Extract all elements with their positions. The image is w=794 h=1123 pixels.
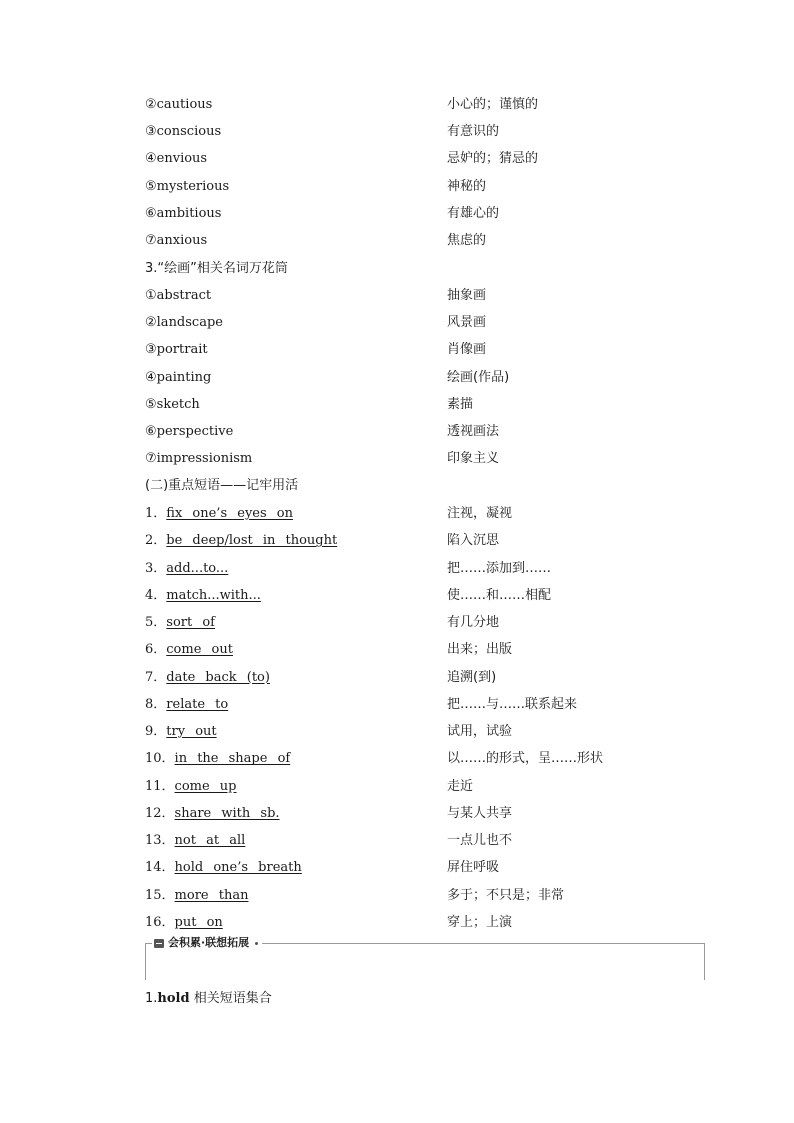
phrase-english [145,667,270,689]
painting-noun-row [145,339,705,361]
phrase-chinese: 屏住呼吸 [447,860,500,876]
phrase-chinese: 陷入沉思 [447,533,500,549]
adjective-row [145,121,705,143]
painting-noun-row [145,312,705,334]
painting-heading: 3.“绘画”相关名词万花筒 [145,261,288,276]
phrase-number: 2． [145,533,167,549]
phrase-row [145,558,705,580]
phrase-chinese: 与某人共享 [447,805,513,821]
phrase-english-text: relate to [166,696,229,712]
painting-noun-english: ④painting [145,369,212,385]
phrase-english [145,639,233,661]
phrase-chinese: 试用，试验 [447,724,513,739]
minus-square-icon [154,939,164,948]
adjective-row [145,203,705,225]
phrase-chinese: 多于；不只是；非常 [447,887,565,903]
phrase-english [145,558,228,580]
hold-heading-number: 1. [145,991,158,1006]
phrase-chinese: 追溯(到) [447,669,497,685]
adjective-chinese: 焦虑的 [447,233,487,248]
phrase-english-text: come up [174,778,237,794]
painting-noun-chinese: 绘画(作品) [447,369,510,385]
phrase-chinese: 有几分地 [447,615,500,630]
adjective-english: ⑤mysterious [145,178,230,194]
phrase-number: 8． [145,696,167,712]
phrase-row [145,639,705,661]
adjective-chinese: 忌妒的；猜忌的 [447,151,539,167]
phrase-number: 7． [145,669,167,685]
phrase-number: 10． [145,751,175,767]
phrase-row [145,585,705,607]
phrase-english [145,857,302,879]
phrase-number: 16． [145,914,175,930]
painting-noun-english: ①abstract [145,288,212,303]
phrase-english-text: try out [166,724,217,739]
phrase-number: 12． [145,805,175,821]
phrase-row [145,503,705,525]
phrase-row [145,885,705,907]
phrase-number: 14． [145,860,175,876]
phrase-row [145,694,705,716]
phrase-number: 13． [145,833,175,848]
phrase-english [145,830,245,852]
painting-noun-row [145,421,705,443]
adjective-chinese: 小心的；谨慎的 [447,97,539,112]
adjective-row [145,148,705,170]
phrase-number: 3． [145,560,167,576]
phrase-english [145,748,290,770]
phrase-row [145,912,705,934]
phrase-row [145,803,705,825]
phrase-english-text: hold one’s breath [174,860,302,876]
adjective-english: ③conscious [145,124,222,140]
phrase-english [145,776,237,798]
hold-heading-text: 相关短语集合 [189,991,272,1006]
phrase-english-text: in the shape of [174,751,291,767]
adjective-chinese: 有雄心的 [447,205,500,221]
expansion-box [145,936,705,980]
adjective-row [145,94,705,116]
phrase-row [145,830,705,852]
painting-noun-chinese: 肖像画 [447,342,487,358]
painting-noun-chinese: 素描 [447,396,474,412]
expansion-box-label [152,935,262,951]
phrase-chinese: 一点儿也不 [447,833,513,848]
expansion-box-title: 会积累·联想拓展 [168,936,250,949]
hold-phrases-heading [145,988,272,1010]
adjective-row [145,176,705,198]
phrase-english-text: put on [174,914,223,930]
phrase-english [145,585,261,607]
phrase-row [145,667,705,689]
phrase-number: 15． [145,887,175,903]
phrase-english-text: share with sb. [174,805,280,821]
phrase-chinese: 注视，凝视 [447,506,513,521]
phrase-english [145,612,215,634]
phrase-english-text: fix one’s eyes on [166,506,293,521]
phrases-heading: (二)重点短语——记牢用活 [145,478,299,493]
phrase-row [145,857,705,879]
phrase-english [145,530,337,552]
dot-icon [255,942,258,945]
adjective-chinese: 有意识的 [447,124,500,140]
phrase-chinese: 出来；出版 [447,642,513,658]
phrase-english [145,721,217,743]
phrase-row [145,748,705,770]
painting-noun-chinese: 抽象画 [447,288,487,303]
phrase-number: 4． [145,587,167,603]
adjective-english: ⑦anxious [145,233,208,248]
phrase-english-text: not at all [174,833,246,848]
painting-noun-english: ②landscape [145,315,223,331]
phrase-row [145,530,705,552]
phrase-row [145,776,705,798]
phrase-chinese: 穿上；上演 [447,914,513,930]
phrase-english [145,503,293,525]
painting-noun-chinese: 风景画 [447,315,487,331]
phrase-row [145,612,705,634]
phrase-english [145,912,223,934]
phrase-chinese: 走近 [447,778,474,794]
phrase-number: 1． [145,506,167,521]
adjective-english: ④envious [145,151,208,167]
painting-noun-row [145,448,705,470]
phrase-number: 5． [145,615,167,630]
phrase-english-text: sort of [166,615,215,630]
painting-noun-chinese: 印象主义 [447,451,500,467]
painting-noun-chinese: 透视画法 [447,424,500,439]
phrase-chinese: 使……和……相配 [447,587,552,603]
phrase-row [145,721,705,743]
hold-heading-keyword: hold [157,991,190,1006]
phrase-number: 9． [145,724,167,739]
phrase-number: 11． [145,778,175,794]
phrase-chinese: 把……添加到…… [447,560,552,576]
phrase-chinese: 以……的形式，呈……形状 [447,751,604,767]
painting-noun-row [145,285,705,307]
adjective-english: ⑥ambitious [145,205,222,221]
adjective-chinese: 神秘的 [447,178,487,194]
painting-noun-english: ⑦impressionism [145,451,253,467]
phrase-number: 6． [145,642,167,658]
phrase-english-text: more than [174,887,249,903]
phrase-english [145,885,248,907]
painting-noun-english: ③portrait [145,342,208,358]
phrase-english-text: add...to... [166,560,229,576]
phrase-english-text: match...with... [166,587,261,603]
phrase-english-text: date back (to) [166,669,270,685]
phrase-english-text: be deep/lost in thought [166,533,338,549]
phrase-chinese: 把……与……联系起来 [447,696,578,712]
adjective-row [145,230,705,252]
painting-noun-row [145,367,705,389]
adjective-english: ②cautious [145,97,213,112]
phrase-english [145,803,280,825]
phrase-english [145,694,228,716]
phrase-english-text: come out [166,642,233,658]
painting-noun-english: ⑥perspective [145,424,234,439]
painting-noun-english: ⑤sketch [145,396,200,412]
painting-noun-row [145,394,705,416]
